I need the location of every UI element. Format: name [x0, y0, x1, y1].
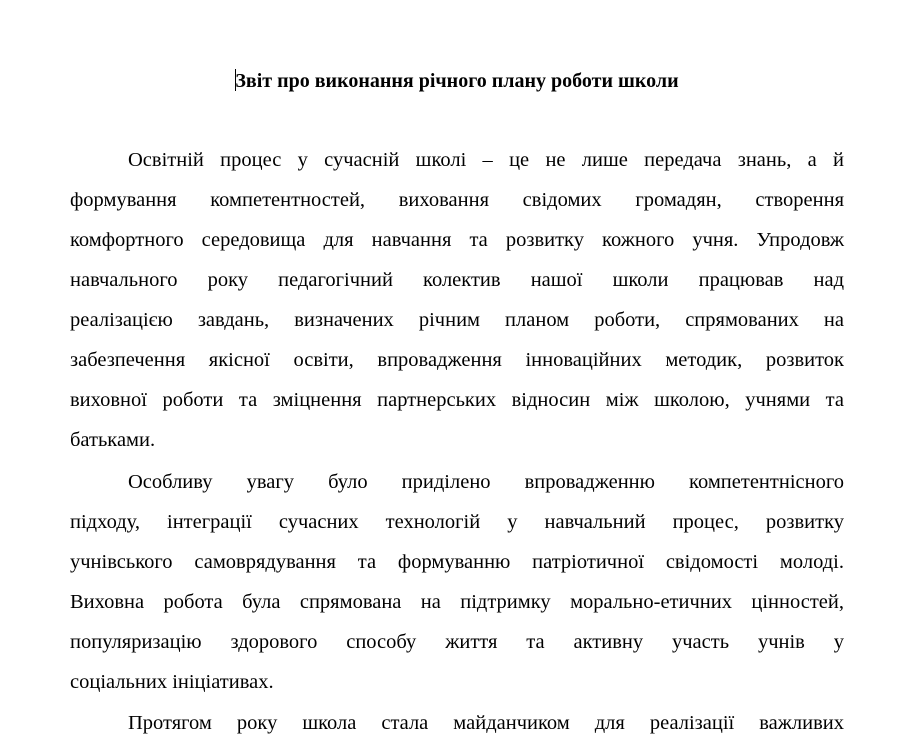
paragraph-1-line-2: формування компетентностей, виховання свідомих громадян, створення [70, 189, 844, 211]
paragraph-2-line-1: Особливу увагу було приділено впровадженню компетентнісного [128, 471, 844, 493]
paragraph-1-line-1: Освітній процес у сучасній школі – це не лише передача знань, а й [128, 149, 844, 171]
paragraph-1-line-8: батьками. [70, 429, 156, 451]
paragraph-1-line-5: реалізацією завдань, визначених річним планом роботи, спрямованих на [70, 309, 844, 331]
paragraph-3-line-1: Протягом року школа стала майданчиком для реалізації важливих [128, 712, 844, 734]
paragraph-2-line-5: популяризацію здорового способу життя та активну участь учнів у [70, 631, 844, 653]
paragraph-2-line-3: учнівського самоврядування та формуванню патріотичної свідомості молоді. [70, 551, 844, 573]
paragraph-2-line-6: соціальних ініціативах. [70, 671, 274, 693]
paragraph-1-line-7: виховної роботи та зміцнення партнерських відносин між школою, учнями та [70, 389, 844, 411]
paragraph-1-line-4: навчального року педагогічний колектив нашої школи працював над [70, 269, 844, 291]
paragraph-2-line-4: Виховна робота була спрямована на підтримку морально-етичних цінностей, [70, 591, 844, 613]
document-title-text: Звіт про виконання річного плану роботи школи [235, 70, 679, 92]
paragraph-2-line-2: підходу, інтеграції сучасних технологій у навчальний процес, розвитку [70, 511, 844, 533]
document-title[interactable] [0, 68, 902, 94]
paragraph-1-line-3: комфортного середовища для навчання та розвитку кожного учня. Упродовж [70, 229, 844, 251]
paragraph-1-line-6: забезпечення якісної освіти, впровадження інноваційних методик, розвиток [70, 349, 844, 371]
